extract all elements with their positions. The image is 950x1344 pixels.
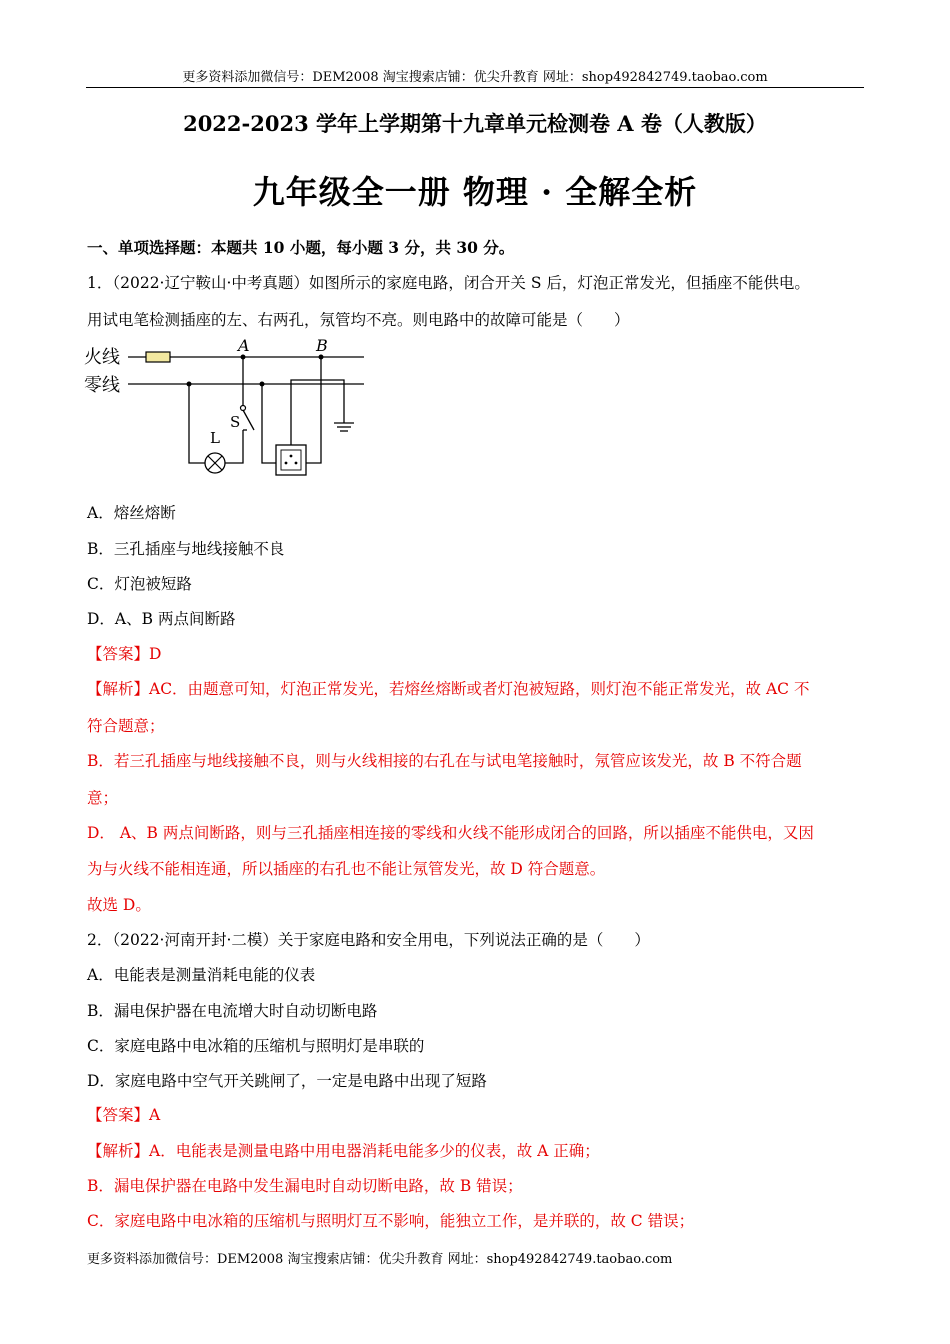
lamp-branch-wire: [189, 384, 205, 463]
neutral-wire-label: 零线: [84, 375, 120, 395]
document-subtitle: 九年级全一册 物理 · 全解全析: [252, 173, 698, 211]
q1-analysis-line: B．若三孔插座与地线接触不良，则与火线相接的右孔在与试电笔接触时，氖管应该发光，故 B 不符合题: [87, 752, 802, 770]
q1-option-d: D．A、B 两点间断路: [87, 610, 236, 628]
q2-option-d: D．家庭电路中空气开关跳闸了，一定是电路中出现了短路: [87, 1072, 487, 1090]
q2-stem: 2．（2022·河南开封·二模）关于家庭电路和安全用电，下列说法正确的是（ ）: [87, 931, 650, 949]
q1-stem-line2: 用试电笔检测插座的左、右两孔，氖管均不亮。则电路中的故障可能是（ ）: [87, 311, 630, 329]
fuse-icon: [146, 352, 170, 362]
lamp-return-wire: [225, 430, 243, 463]
q1-analysis-line: 故选 D。: [87, 896, 151, 914]
point-b-label: B: [316, 336, 328, 355]
footer-contact-text: 更多资料添加微信号：DEM2008 淘宝搜索店铺：优尖升教育 网址：shop492842749.taobao.com: [87, 1252, 673, 1267]
point-a-label: A: [238, 336, 250, 355]
q2-option-a: A．电能表是测量消耗电能的仪表: [87, 966, 316, 984]
q1-option-a: A．熔丝熔断: [87, 504, 176, 522]
q2-analysis-line: 【解析】A．电能表是测量电路中用电器消耗电能多少的仪表，故 A 正确；: [87, 1142, 600, 1160]
q2-analysis-line: C．家庭电路中电冰箱的压缩机与照明灯互不影响，能独立工作，是并联的，故 C 错误；: [87, 1212, 695, 1230]
circuit-diagram: [84, 335, 384, 485]
q2-analysis-line: B．漏电保护器在电路中发生漏电时自动切断电路，故 B 错误；: [87, 1177, 523, 1195]
switch-contact: [241, 406, 246, 411]
three-pin-socket-icon: [276, 445, 306, 475]
q1-option-b: B．三孔插座与地线接触不良: [87, 540, 285, 558]
q2-option-b: B．漏电保护器在电流增大时自动切断电路: [87, 1002, 378, 1020]
switch-blade-icon: [243, 410, 254, 430]
q1-analysis-line: D． A、B 两点间断路，则与三孔插座相连接的零线和火线不能形成闭合的回路，所以插座不能供电，又因: [87, 824, 814, 842]
document-title: 2022-2023 学年上学期第十九章单元检测卷 A 卷（人教版）: [183, 111, 767, 136]
q2-option-c: C．家庭电路中电冰箱的压缩机与照明灯是串联的: [87, 1037, 425, 1055]
header-divider: [86, 87, 864, 88]
q2-answer: 【答案】A: [87, 1106, 161, 1124]
socket-fire-wire: [306, 357, 321, 463]
header-contact-text: 更多资料添加微信号：DEM2008 淘宝搜索店铺：优尖升教育 网址：shop492842749.taobao.com: [182, 70, 768, 85]
socket-neutral-wire: [262, 384, 276, 463]
socket-hole: [290, 455, 293, 458]
switch-label: S: [230, 413, 241, 431]
fire-wire-label: 火线: [84, 347, 120, 367]
q1-analysis-line: 为与火线不能相连通，所以插座的右孔也不能让氖管发光，故 D 符合题意。: [87, 860, 606, 878]
socket-hole: [285, 462, 288, 465]
lamp-label: L: [210, 429, 220, 447]
q1-option-c: C．灯泡被短路: [87, 575, 192, 593]
ground-wire: [291, 380, 344, 445]
q1-analysis-line: 意；: [87, 789, 119, 807]
section-heading: 一、单项选择题：本题共 10 小题，每小题 3 分，共 30 分。: [87, 238, 515, 257]
q1-analysis-line: 符合题意；: [87, 717, 165, 735]
socket-hole: [295, 462, 298, 465]
q1-analysis-line: 【解析】AC．由题意可知，灯泡正常发光，若熔丝熔断或者灯泡被短路，则灯泡不能正常发光，故 AC 不: [87, 680, 810, 698]
q1-answer: 【答案】D: [87, 645, 162, 663]
q1-stem-line1: 1．（2022·辽宁鞍山·中考真题）如图所示的家庭电路，闭合开关 S 后，灯泡正常发光，但插座不能供电。: [87, 274, 810, 292]
